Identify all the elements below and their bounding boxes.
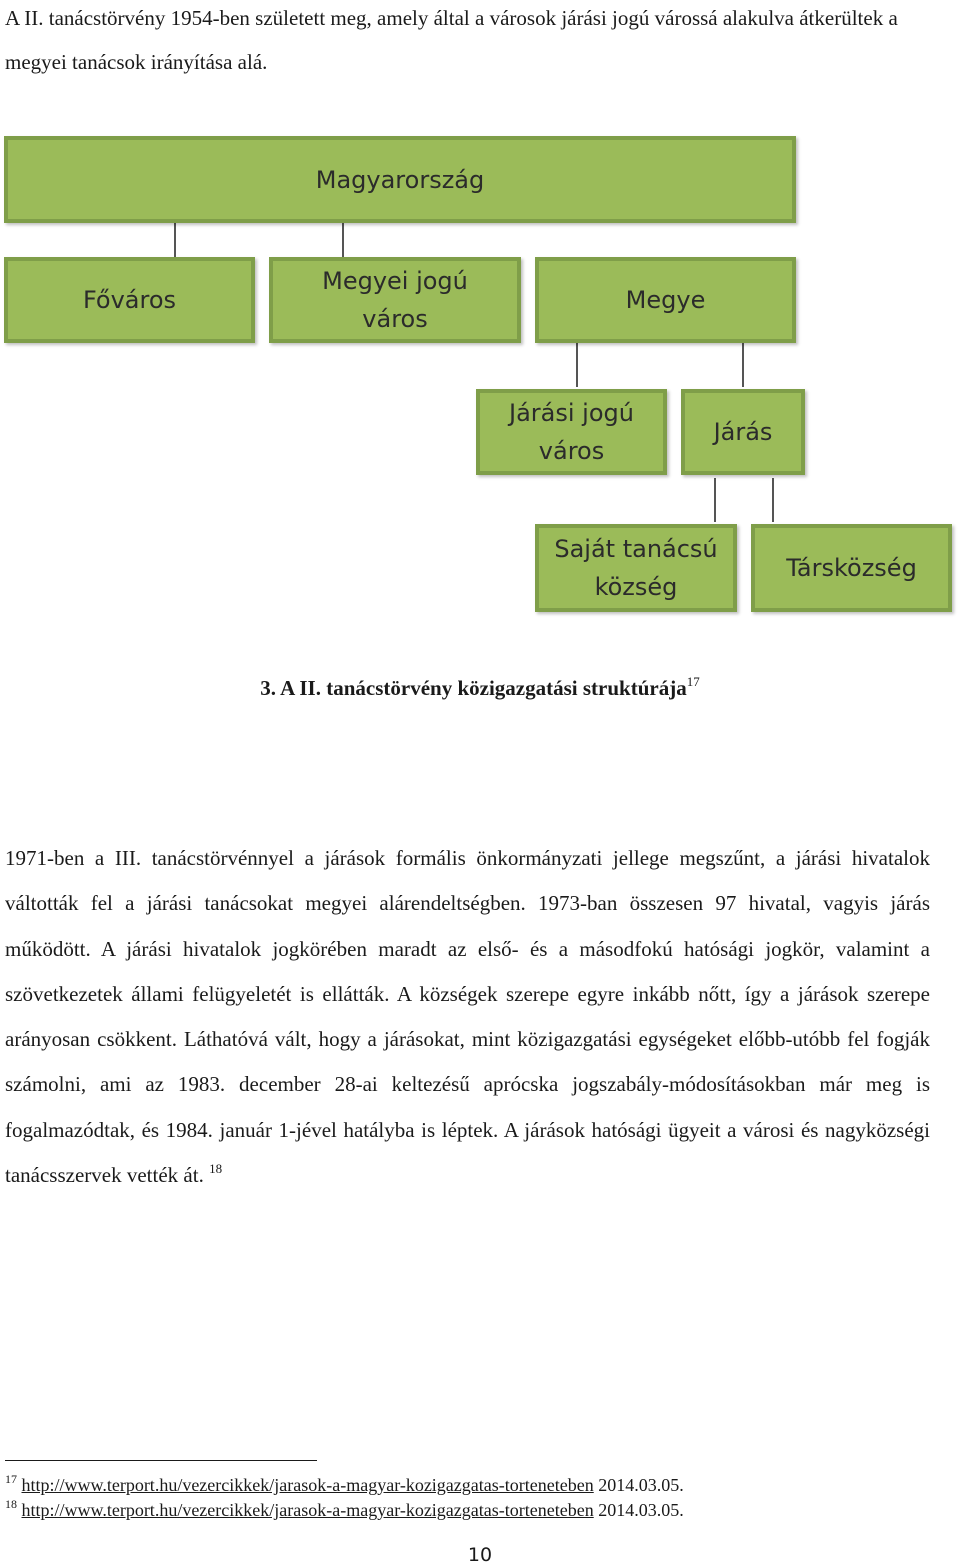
box-magyarorszag: Magyarország — [4, 136, 796, 223]
caption-text: 3. A II. tanácstörvény közigazgatási struktúrája — [260, 676, 687, 700]
connector-line — [772, 478, 774, 522]
intro-paragraph: A II. tanácstörvény 1954-ben született meg, amely által a városok járási jogú várossá alakulva átkerültek a megyei tanácsok irányítása alá. — [5, 6, 898, 74]
footnote-ref-18[interactable]: 18 — [209, 1161, 223, 1177]
box-sajat-tanacsu-kozseg: Saját tanácsú község — [535, 524, 737, 612]
footnote-link[interactable]: http://www.terport.hu/vezercikkek/jarasok-a-magyar-kozigazgatas-torteneteben — [21, 1475, 594, 1495]
footnote-date: 2014.03.05. — [598, 1475, 684, 1495]
footnote-17 — [5, 1474, 684, 1496]
connector-line — [714, 478, 716, 522]
connector-line — [742, 343, 744, 387]
paragraph-text: 1971-ben a III. tanácstörvénnyel a járások formális önkormányzati jellege megszűnt, a járási hivatalok váltották fel a járási tanácsokat megyei alárendeltségben. 1973-ban összesen 97 hivatal, vagyis járás működött. A járási hivatalok jogkörében maradt az első- és a másodfokú hatósági jogkör, valamint a szövetkezetek állami felügyeletét is ellátták. A községek szerepe egyre inkább nőtt, így a járások szerepe arányosan csökkent. Láthatóvá vált, hogy a járásokat, mint közigazgatási egységeket előbb-utóbb fel fogják számolni, ami az 1983. december 28-ai keltezésű aprócska jogszabály-módosításokban már meg is fogalmazódtak, és 1984. január 1-jével hatályba is léptek. A járások hatósági ügyeit a városi és nagyközségi tanácsszervek vették át. — [5, 846, 930, 1188]
body-paragraph — [5, 836, 930, 1198]
footnote-18 — [5, 1499, 684, 1521]
figure-caption — [0, 676, 960, 701]
footnote-number: 18 — [5, 1497, 17, 1511]
box-jarasi-jogu-varos: Járási jogú város — [476, 389, 667, 475]
footnote-date: 2014.03.05. — [598, 1500, 684, 1520]
box-fovaros: Főváros — [4, 257, 255, 343]
box-megyei-jogu-varos: Megyei jogú város — [269, 257, 521, 343]
footnote-link[interactable]: http://www.terport.hu/vezercikkek/jarasok-a-magyar-kozigazgatas-torteneteben — [21, 1500, 594, 1520]
footnote-ref-17[interactable]: 17 — [686, 674, 700, 689]
box-megye: Megye — [535, 257, 796, 343]
box-jaras: Járás — [681, 389, 805, 475]
box-tarskozseg: Társközség — [751, 524, 952, 612]
connector-line — [576, 343, 578, 387]
footnote-divider — [5, 1460, 317, 1461]
page-number: 10 — [467, 1544, 493, 1566]
footnote-number: 17 — [5, 1472, 17, 1486]
